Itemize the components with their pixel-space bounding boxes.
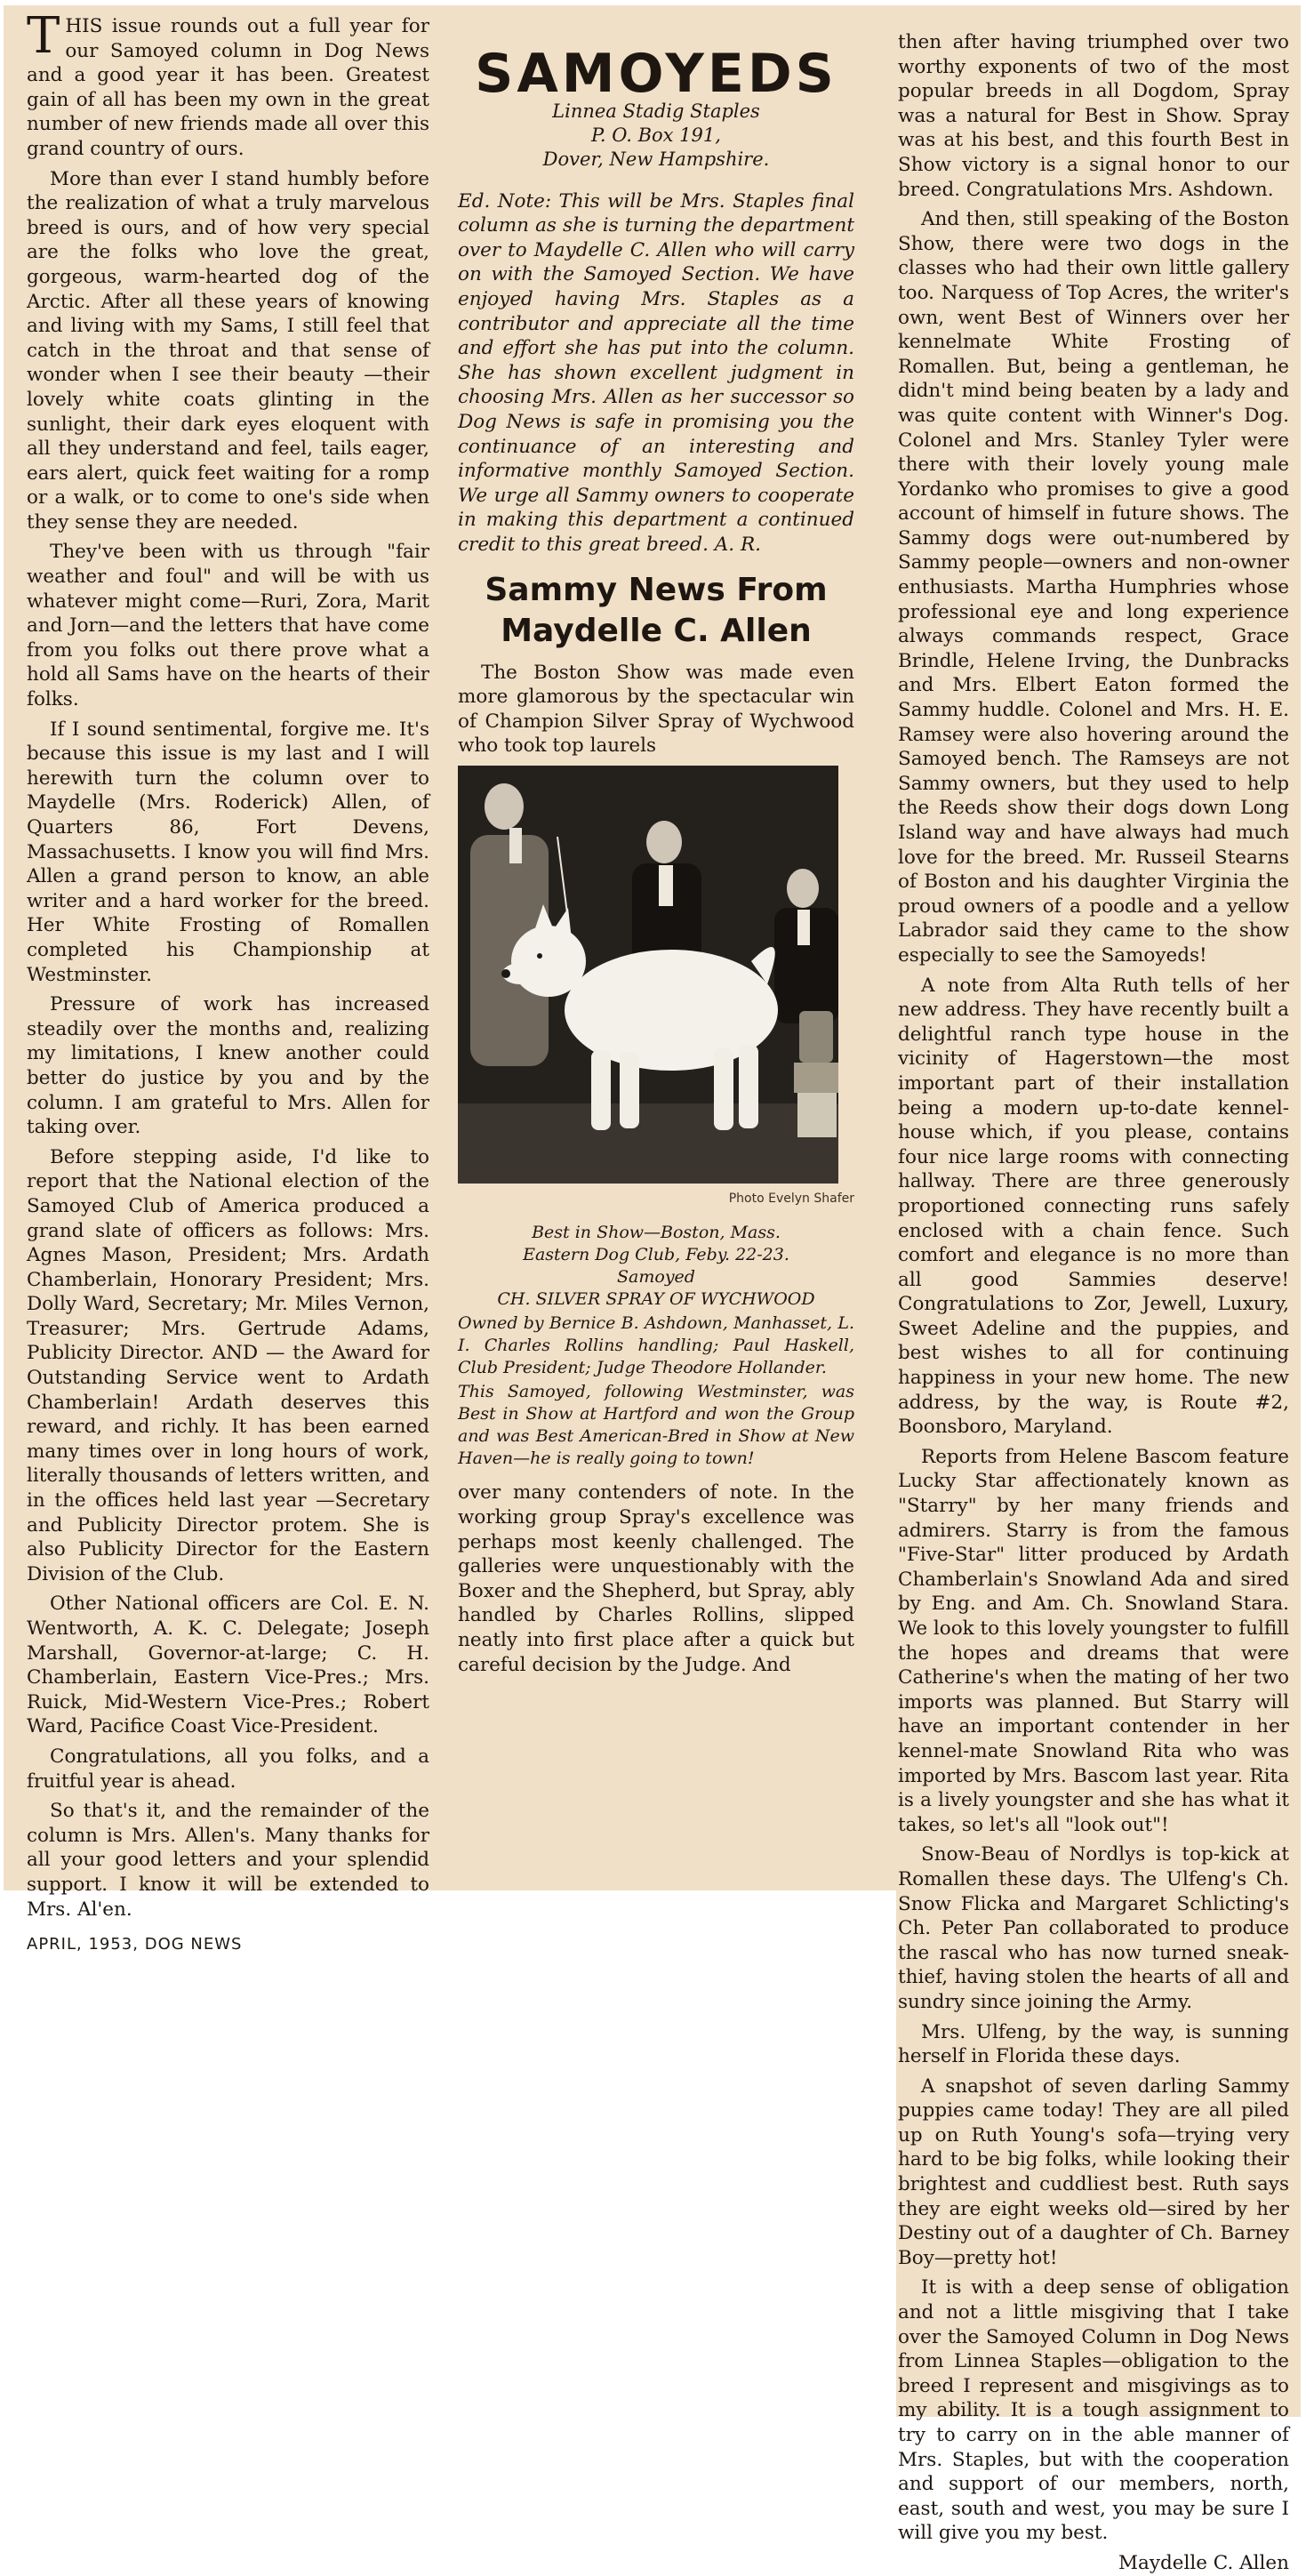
paragraph: Pressure of work has increased steadily over the months and, realizing my limitations, I knew another could better do justice by you and by the column. I am grateful to Mrs. Allen for taking over. — [27, 993, 429, 1139]
author-signature: Maydelle C. Allen — [1118, 2551, 1289, 2574]
caption-note: This Samoyed, following Westminster, was Best in Show at Hartford and won the Group and was Best American-Bred in Show at New Haven—he is really going to town! — [458, 1382, 854, 1469]
paragraph: Before stepping aside, I'd like to report that the National election of the Samoyed Club of America produced a grand slate of officers as follows: Mrs. Agnes Mason, President; Mrs. Ardath Chamberlain, Honorary President; Mrs. Dolly Ward, Secretary; Mr. Miles Vernon, Treasurer; Mrs. Gertrude Adams, Publicity Director. AND — the Award for Outstanding Service went to Ardath Chamberlain! Ardath deserves this reward, and richly. It has been earned many times over in long hours of work, literally thousands of letters written, and in the offices held last year —Secretary and Publicity Director protem. She is also Publicity Director for the Eastern Division of the Club. — [27, 1145, 429, 1585]
paragraph: Snow-Beau of Nordlys is top-kick at Romallen these days. The Ulfeng's Ch. Snow Flicka and Margaret Schlicting's Ch. Peter Pan collaborated to produce the rascal who has now turned sneak-thief, having stolen the hearts of all and sundry since joining the Army. — [898, 1843, 1289, 2013]
photo-credit: Photo Evelyn Shafer — [728, 1191, 854, 1206]
best-in-show-photo — [458, 766, 838, 1184]
paragraph: And then, still speaking of the Boston Show, there were two dogs in the classes who had their own little gallery too. Narquess of Top Acres, the writer's own, went Best of Winners over her kennelmate White Frosting of Romallen. But, being a gentleman, he didn't mind being beaten by a lady and was quite content with Winner's Dog. Colonel and Mrs. Stanley Tyler were there with their lovely young male Yordanko who promises to give a good account of himself in future shows. The Sammy dogs were out-numbered by Sammy people—owners and non-owner enthusiasts. Martha Humphries whose professional eye and long experience always commands respect, Grace Brindle, Helene Irving, the Dunbracks and Mrs. Elbert Eaton formed the Sammy huddle. Colonel and Mrs. H. E. Ramsey were also hovering around the Samoyed bench. The Ramseys are not Sammy owners, but they used to help the Reeds show their dogs down Long Island way and have always had much love for the breed. Mr. Russeil Stearns of Boston and his daughter Virginia the proud owners of a poodle and a yellow Labrador said they came to the show especially to see the Samoyeds! — [898, 208, 1289, 967]
author-address — [458, 100, 854, 172]
editor-note: Ed. Note: This will be Mrs. Staples final column as she is turning the department over to Maydelle C. Allen who will carry on with the Samoyed Section. We have enjoyed having Mrs. Staples as a contributor and appreciate all the time and effort she has put into the column. She has shown excellent judgment in choosing Mrs. Allen as her successor so Dog News is safe in promising you the continuance of an interesting and informative monthly Samoyed Section. We urge all Sammy owners to cooperate in making this department a continued credit to this great breed. A. R. — [458, 189, 854, 556]
paragraph: A note from Alta Ruth tells of her new address. They have recently built a delightful ranch type house in the vicinity of Hagerstown—the most important part of their installation being a modern up-to-date kennel-house which, if you please, contains four nice large rooms with connecting hallway. There are three generously proportioned connecting runs safely enclosed with a chain fence. Such comfort and elegance is no more than all good Sammies deserve! Congratulations to Zor, Jewell, Luxury, Sweet Adeline and the puppies, and best wishes to all for continuing happiness in your new home. The new address, by the way, is Route #2, Boonsboro, Maryland. — [898, 974, 1289, 1439]
paragraph: Other National officers are Col. E. N. Wentworth, A. K. C. Delegate; Joseph Marshall, Governor-at-large; C. H. Chamberlain, Eastern Vice-Pres.; Mrs. Ruick, Mid-Western Vice-Pres.; Robert Ward, Pacifice Coast Vice-President. — [27, 1593, 429, 1738]
photo-illustration — [458, 766, 838, 1184]
paragraph: So that's it, and the remainder of the column is Mrs. Allen's. Many thanks for all your good letters and your splendid support. I know it will be extended to Mrs. Al'en. — [27, 1800, 429, 1921]
caption-dog-name: CH. SILVER SPRAY OF WYCHWOOD — [497, 1289, 815, 1310]
address-city: Dover, New Hampshire. — [542, 148, 770, 170]
paragraph: They've been with us through "fair weather and foul" and will be with us whatever might come—Ruri, Zora, Marit and Jorn—and the letters that have come from you folks out there prove what a hold all Sams have on the hearts of their folks. — [27, 541, 429, 711]
caption-breed: Samoyed — [617, 1267, 695, 1288]
intro-paragraph: The Boston Show was made even more glamorous by the spectacular win of Champion Silver Spray of Wychwood who took top laurels — [458, 661, 854, 758]
address-name: Linnea Stadig Staples — [552, 100, 760, 122]
paragraph: Congratulations, all you folks, and a fruitful year is ahead. — [27, 1745, 429, 1793]
middle-column — [458, 43, 854, 1682]
address-box: P. O. Box 191, — [591, 124, 721, 146]
paragraph: More than ever I stand humbly before the realization of what a truly marvelous breed is ours, and of how very special are the folks who love the great, gorgeous, warm-hearted dog of the Arctic. After all these years of knowing and living with my Sams, I still feel that catch in the throat and that sense of wonder when I see their beauty —their lovely white coats glinting in the sunlight, their dark eyes eloquent with all they understand and feel, tails eager, ears alert, quick feet waiting for a romp or a walk, or to come to one's side when they sense they are needed. — [27, 167, 429, 534]
paragraph: If I sound sentimental, forgive me. It's because this issue is my last and I will herewith turn the column over to Maydelle (Mrs. Roderick) Allen, of Quarters 86, Fort Devens, Massachusetts. I know you will find Mrs. Allen a grand person to know, an able writer and a hard worker for the breed. Her White Frosting of Romallen completed his Championship at Westminster. — [27, 718, 429, 986]
drop-cap: T — [27, 7, 60, 65]
subhead-line-1: Sammy News From — [485, 571, 828, 608]
paragraph: then after having triumphed over two worthy exponents of two of the most popular breeds in all Dogdom, Spray was a natural for Best in Show. Spray was at his best, and this fourth Best in Show victory is a signal honor to our breed. Congratulations Mrs. Ashdown. — [898, 31, 1289, 201]
masthead-title: SAMOYEDS — [475, 43, 837, 105]
paragraph: Mrs. Ulfeng, by the way, is sunning herself in Florida these days. — [898, 2020, 1289, 2068]
right-column — [898, 30, 1289, 2576]
section-subhead — [458, 570, 854, 652]
continuation-paragraph: over many contenders of note. In the working group Spray's excellence was perhaps most keenly challenged. The galleries were unquestionably with the Boxer and the Shepherd, but Spray, ably handled by Charles Rollins, slipped neatly into first place after a quick but careful decision by the Judge. And — [458, 1481, 854, 1676]
caption-owners: Owned by Bernice B. Ashdown, Manhasset, L. I. Charles Rollins handling; Paul Haskell, Club President; Judge Theodore Hollander. — [458, 1313, 854, 1378]
opening-paragraph: THIS issue rounds out a full year for our Samoyed column in Dog News and a good year it has been. Greatest gain of all has been my own in the great number of new friends made all over this grand country of ours. — [27, 7, 429, 160]
caption-event: Best in Show—Boston, Mass. — [532, 1223, 781, 1243]
paragraph: It is with a deep sense of obligation and not a little misgiving that I take over the Samoyed Column in Dog News from Linnea Staples—obligation to the breed I represent and misgivings as to my ability. It is a tough assignment to try to carry on in the able manner of Mrs. Staples, but with the cooperation and support of our members, north, east, south and west, you may be sure I will give you my best. — [898, 2276, 1289, 2545]
paragraph: A snapshot of seven darling Sammy puppies came today! They are all piled up on Ruth Young's sofa—trying very hard to be big folks, while looking their brightest and cuddliest best. Ruth says they are eight weeks old—sired by her Destiny out of a daughter of Ch. Barney Boy—pretty hot! — [898, 2074, 1289, 2269]
page-footer: APRIL, 1953, DOG NEWS — [27, 1935, 243, 1954]
paragraph: Reports from Helene Bascom feature Lucky Star affectionately known as "Starry" by her many friends and admirers. Starry is from the famous "Five-Star" litter produced by Ardath Chamberlain's Snowland Ada and sired by Eng. and Am. Ch. Snowland Stara. We look to this lovely youngster to fulfill the hopes and dreams that were Catherine's when the mating of her two imports was planned. But Starry will have an important contender in her kennel-mate Snowland Rita who was imported by Mrs. Bascom last year. Rita is a lively youngster and she has what it takes, so let's all "look out"! — [898, 1445, 1289, 1836]
subhead-line-2: Maydelle C. Allen — [501, 612, 812, 649]
left-column — [27, 7, 429, 1957]
caption-club: Eastern Dog Club, Feby. 22-23. — [523, 1245, 789, 1265]
photo-caption — [458, 1222, 854, 1470]
